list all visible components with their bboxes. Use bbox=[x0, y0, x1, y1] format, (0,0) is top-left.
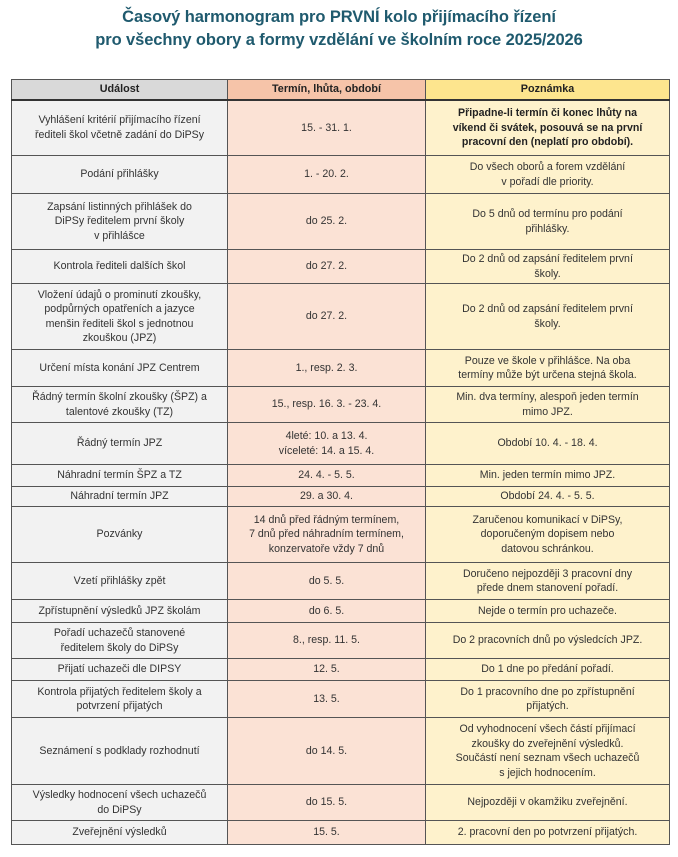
term-cell: do 6. 5. bbox=[228, 600, 426, 623]
event-cell: Vzetí přihlášky zpět bbox=[12, 563, 228, 600]
term-cell: 4leté: 10. a 13. 4. víceleté: 14. a 15. 4. bbox=[228, 423, 426, 465]
table-row bbox=[12, 563, 670, 600]
event-cell: Zapsání listinných přihlášek do DiPSy ředitelem první školy v přihlášce bbox=[12, 194, 228, 250]
note-cell: Nejpozději v okamžiku zveřejnění. bbox=[426, 785, 670, 821]
table-row bbox=[12, 250, 670, 284]
event-cell: Náhradní termín JPZ bbox=[12, 487, 228, 507]
title-line-2: pro všechny obory a formy vzdělání ve školním roce 2025/2026 bbox=[95, 31, 583, 49]
term-cell: 13. 5. bbox=[228, 681, 426, 718]
event-cell: Přijatí uchazeči dle DIPSY bbox=[12, 659, 228, 681]
table-row bbox=[12, 600, 670, 623]
event-cell: Zpřístupnění výsledků JPZ školám bbox=[12, 600, 228, 623]
table-row bbox=[12, 284, 670, 350]
table-row bbox=[12, 156, 670, 194]
note-cell: Období 10. 4. - 18. 4. bbox=[426, 423, 670, 465]
event-cell: Pozvánky bbox=[12, 507, 228, 563]
term-cell: do 14. 5. bbox=[228, 718, 426, 785]
note-cell: Nejde o termín pro uchazeče. bbox=[426, 600, 670, 623]
note-cell: Pouze ve škole v přihlášce. Na oba termíny může být určena stejná škola. bbox=[426, 350, 670, 387]
table-row bbox=[12, 681, 670, 718]
event-cell: Výsledky hodnocení všech uchazečů do DiPSy bbox=[12, 785, 228, 821]
title-line-1: Časový harmonogram pro PRVNÍ kolo přijímacího řízení bbox=[122, 8, 556, 26]
note-cell: Od vyhodnocení všech částí přijímací zkoušky do zveřejnění výsledků. Součástí není seznam všech uchazečů s jejich hodnocením. bbox=[426, 718, 670, 785]
term-cell: do 15. 5. bbox=[228, 785, 426, 821]
table-row bbox=[12, 623, 670, 659]
term-cell: do 25. 2. bbox=[228, 194, 426, 250]
event-cell: Kontrola řediteli dalších škol bbox=[12, 250, 228, 284]
note-cell: 2. pracovní den po potvrzení přijatých. bbox=[426, 821, 670, 845]
event-cell: Podání přihlášky bbox=[12, 156, 228, 194]
table-row bbox=[12, 387, 670, 423]
event-cell: Vložení údajů o prominutí zkoušky, podpůrných opatřeních a jazyce menšin řediteli škol s jednotnou zkouškou (JPZ) bbox=[12, 284, 228, 350]
note-cell: Do 1 pracovního dne po zpřístupnění přijatých. bbox=[426, 681, 670, 718]
header-note: Poznámka bbox=[426, 80, 670, 100]
term-cell: 24. 4. - 5. 5. bbox=[228, 465, 426, 487]
term-cell: 1., resp. 2. 3. bbox=[228, 350, 426, 387]
event-cell: Náhradní termín ŠPZ a TZ bbox=[12, 465, 228, 487]
table-row bbox=[12, 350, 670, 387]
term-cell: do 27. 2. bbox=[228, 250, 426, 284]
note-cell: Připadne-li termín či konec lhůty na víkend či svátek, posouvá se na první pracovní den (neplatí pro období). bbox=[426, 100, 670, 156]
note-cell: Do 2 pracovních dnů po výsledcích JPZ. bbox=[426, 623, 670, 659]
table-header-row bbox=[12, 80, 670, 100]
note-cell: Období 24. 4. - 5. 5. bbox=[426, 487, 670, 507]
note-cell: Do všech oborů a forem vzdělání v pořadí dle priority. bbox=[426, 156, 670, 194]
term-cell: 29. a 30. 4. bbox=[228, 487, 426, 507]
term-cell: 15. - 31. 1. bbox=[228, 100, 426, 156]
event-cell: Řádný termín školní zkoušky (ŠPZ) a talentové zkoušky (TZ) bbox=[12, 387, 228, 423]
note-cell: Min. jeden termín mimo JPZ. bbox=[426, 465, 670, 487]
term-cell: 12. 5. bbox=[228, 659, 426, 681]
term-cell: 15. 5. bbox=[228, 821, 426, 845]
term-cell: 8., resp. 11. 5. bbox=[228, 623, 426, 659]
event-cell: Seznámení s podklady rozhodnutí bbox=[12, 718, 228, 785]
table-row bbox=[12, 194, 670, 250]
schedule-table bbox=[11, 79, 670, 845]
term-cell: 1. - 20. 2. bbox=[228, 156, 426, 194]
page-title bbox=[0, 6, 678, 52]
table-row bbox=[12, 659, 670, 681]
term-cell: 15., resp. 16. 3. - 23. 4. bbox=[228, 387, 426, 423]
table-row bbox=[12, 785, 670, 821]
header-event: Událost bbox=[12, 80, 228, 100]
table-row bbox=[12, 423, 670, 465]
event-cell: Pořadí uchazečů stanovené ředitelem školy do DiPSy bbox=[12, 623, 228, 659]
term-cell: do 27. 2. bbox=[228, 284, 426, 350]
note-cell: Do 5 dnů od termínu pro podání přihlášky. bbox=[426, 194, 670, 250]
term-cell: 14 dnů před řádným termínem, 7 dnů před náhradním termínem, konzervatoře vždy 7 dnů bbox=[228, 507, 426, 563]
event-cell: Kontrola přijatých ředitelem školy a potvrzení přijatých bbox=[12, 681, 228, 718]
table-row bbox=[12, 821, 670, 845]
event-cell: Řádný termín JPZ bbox=[12, 423, 228, 465]
event-cell: Určení místa konání JPZ Centrem bbox=[12, 350, 228, 387]
note-cell: Do 2 dnů od zapsání ředitelem první školy. bbox=[426, 284, 670, 350]
table-row bbox=[12, 100, 670, 156]
table-row bbox=[12, 465, 670, 487]
note-cell: Doručeno nejpozději 3 pracovní dny přede dnem stanovení pořadí. bbox=[426, 563, 670, 600]
table-row bbox=[12, 487, 670, 507]
note-cell: Zaručenou komunikací v DiPSy, doporučeným dopisem nebo datovou schránkou. bbox=[426, 507, 670, 563]
table-row bbox=[12, 507, 670, 563]
note-cell: Do 2 dnů od zapsání ředitelem první školy. bbox=[426, 250, 670, 284]
note-cell: Min. dva termíny, alespoň jeden termín mimo JPZ. bbox=[426, 387, 670, 423]
term-cell: do 5. 5. bbox=[228, 563, 426, 600]
table-row bbox=[12, 718, 670, 785]
header-term: Termín, lhůta, období bbox=[228, 80, 426, 100]
event-cell: Zveřejnění výsledků bbox=[12, 821, 228, 845]
note-cell: Do 1 dne po předání pořadí. bbox=[426, 659, 670, 681]
event-cell: Vyhlášení kritérií přijímacího řízení řediteli škol včetně zadání do DiPSy bbox=[12, 100, 228, 156]
